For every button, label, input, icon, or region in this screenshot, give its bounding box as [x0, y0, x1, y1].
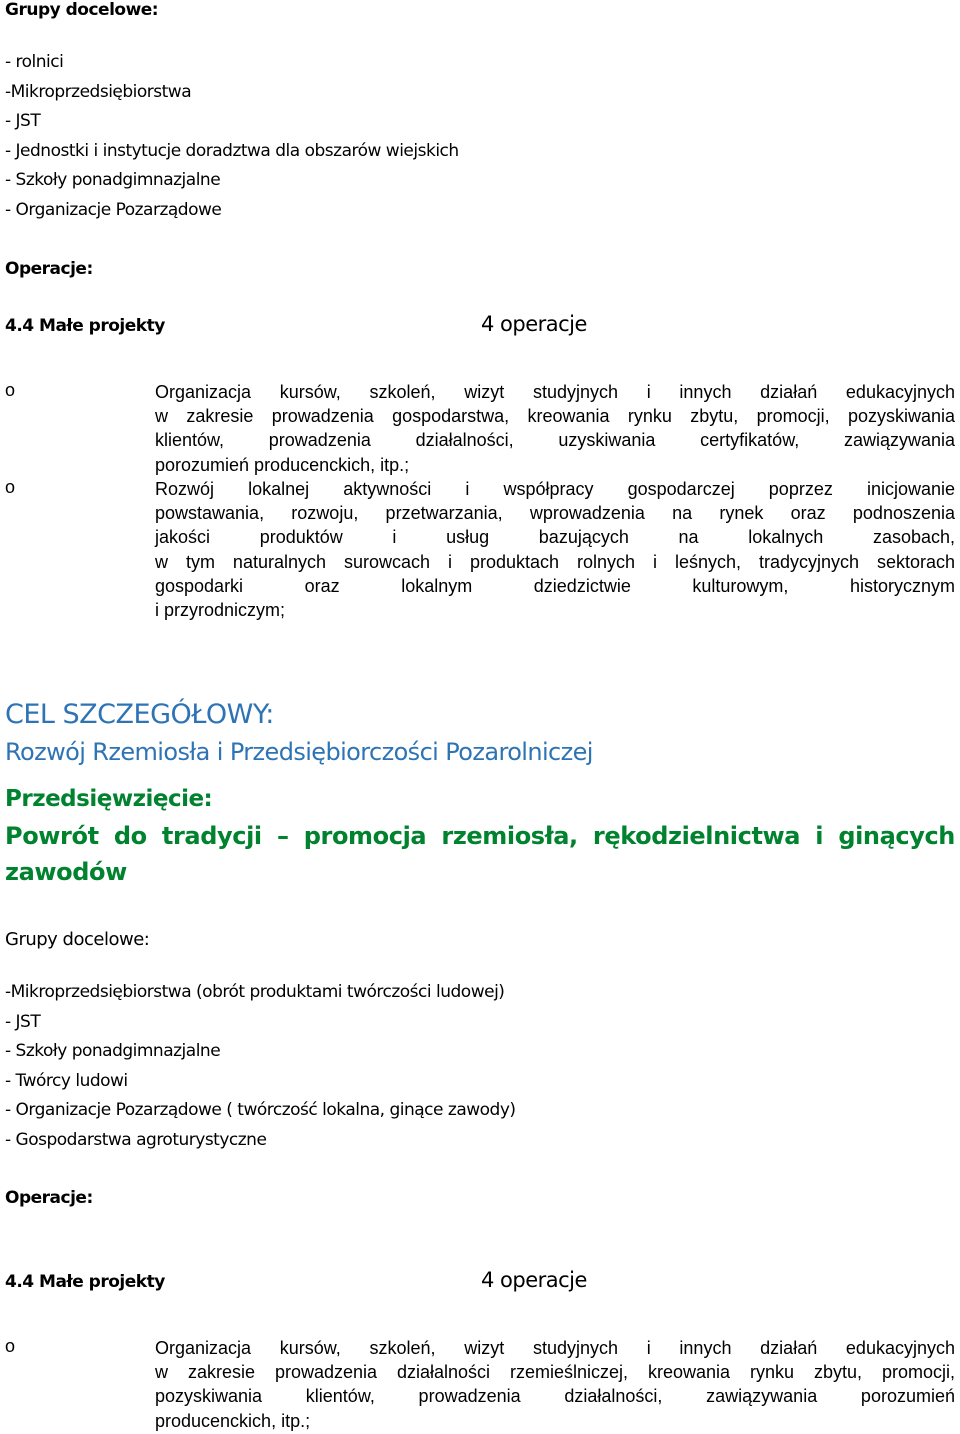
- operation-count: 4 operacje: [481, 1268, 587, 1292]
- target-groups-list: [5, 52, 459, 229]
- paragraph-line: w tym naturalnych surowcach i produktach rolnych i leśnych, tradycyjnych sektorach: [155, 551, 955, 572]
- list-item: -Mikroprzedsiębiorstwa (obrót produktami twórczości ludowej): [5, 982, 505, 1002]
- operations-heading: Operacje:: [5, 1188, 93, 1208]
- paragraph-line: pozyskiwania klientów, prowadzenia działalności, zawiązywania porozumień: [155, 1386, 955, 1407]
- list-item: - Organizacje Pozarządowe: [5, 199, 222, 220]
- title-line: zawodów: [5, 858, 127, 886]
- title-line: Powrót do tradycji – promocja rzemiosła, rękodzielnictwa i ginących: [5, 822, 955, 850]
- list-item: - Szkoły ponadgimnazjalne: [5, 170, 221, 190]
- operation-count: 4 operacje: [481, 312, 587, 336]
- bullet-marker: o: [5, 1336, 16, 1356]
- list-item: - Twórcy ludowi: [5, 1070, 128, 1091]
- operation-item: [155, 380, 955, 477]
- list-item: - JST: [5, 111, 41, 131]
- bullet-marker: o: [5, 380, 16, 400]
- paragraph-line: porozumień producenckich, itp.;: [155, 454, 410, 475]
- list-item: -Mikroprzedsiębiorstwa: [5, 81, 192, 102]
- operation-code: 4.4 Małe projekty: [5, 1272, 165, 1292]
- list-item: - JST: [5, 1011, 41, 1032]
- bullet-marker: o: [5, 477, 16, 497]
- paragraph-line: w zakresie prowadzenia gospodarstwa, kreowania rynku zbytu, promocji, pozyskiwania: [155, 406, 955, 427]
- operations-heading: Operacje:: [5, 259, 93, 279]
- list-item: - Organizacje Pozarządowe ( twórczość lokalna, ginące zawody): [5, 1100, 516, 1120]
- target-groups-list: [5, 982, 516, 1159]
- paragraph-line: klientów, prowadzenia działalności, uzyskiwania certyfikatów, zawiązywania: [155, 430, 955, 451]
- operation-item: [155, 477, 955, 622]
- paragraph-line: producenckich, itp.;: [155, 1410, 311, 1431]
- undertaking-heading: Przedsięwzięcie:: [5, 786, 213, 812]
- list-item: - Jednostki i instytucje doradztwa dla obszarów wiejskich: [5, 140, 459, 161]
- target-groups-heading: Grupy docelowe:: [5, 0, 159, 20]
- list-item: - rolnici: [5, 52, 64, 72]
- list-item: - Gospodarstwa agroturystyczne: [5, 1129, 267, 1150]
- paragraph-line: i przyrodniczym;: [155, 600, 286, 621]
- operation-item: [155, 1336, 955, 1433]
- objective-subtitle: Rozwój Rzemiosła i Przedsiębiorczości Pozarolniczej: [5, 738, 593, 766]
- paragraph-line: Rozwój lokalnej aktywności i współpracy gospodarczej poprzez inicjowanie: [155, 479, 955, 499]
- operation-code: 4.4 Małe projekty: [5, 316, 165, 336]
- paragraph-line: jakości produktów i usług bazujących na lokalnych zasobach,: [155, 527, 955, 548]
- paragraph-line: powstawania, rozwoju, przetwarzania, wprowadzenia na rynek oraz podnoszenia: [155, 503, 955, 524]
- paragraph-line: Organizacja kursów, szkoleń, wizyt studyjnych i innych działań edukacyjnych: [155, 1338, 955, 1358]
- paragraph-line: Organizacja kursów, szkoleń, wizyt studyjnych i innych działań edukacyjnych: [155, 382, 955, 402]
- paragraph-line: gospodarki oraz lokalnym dziedzictwie kulturowym, historycznym: [155, 575, 955, 596]
- undertaking-title: [5, 818, 955, 890]
- list-item: - Szkoły ponadgimnazjalne: [5, 1041, 221, 1061]
- target-groups-heading: Grupy docelowe:: [5, 929, 150, 950]
- paragraph-line: w zakresie prowadzenia działalności rzemieślniczej, kreowania rynku zbytu, promocji,: [155, 1362, 955, 1383]
- objective-title: CEL SZCZEGÓŁOWY:: [5, 699, 274, 730]
